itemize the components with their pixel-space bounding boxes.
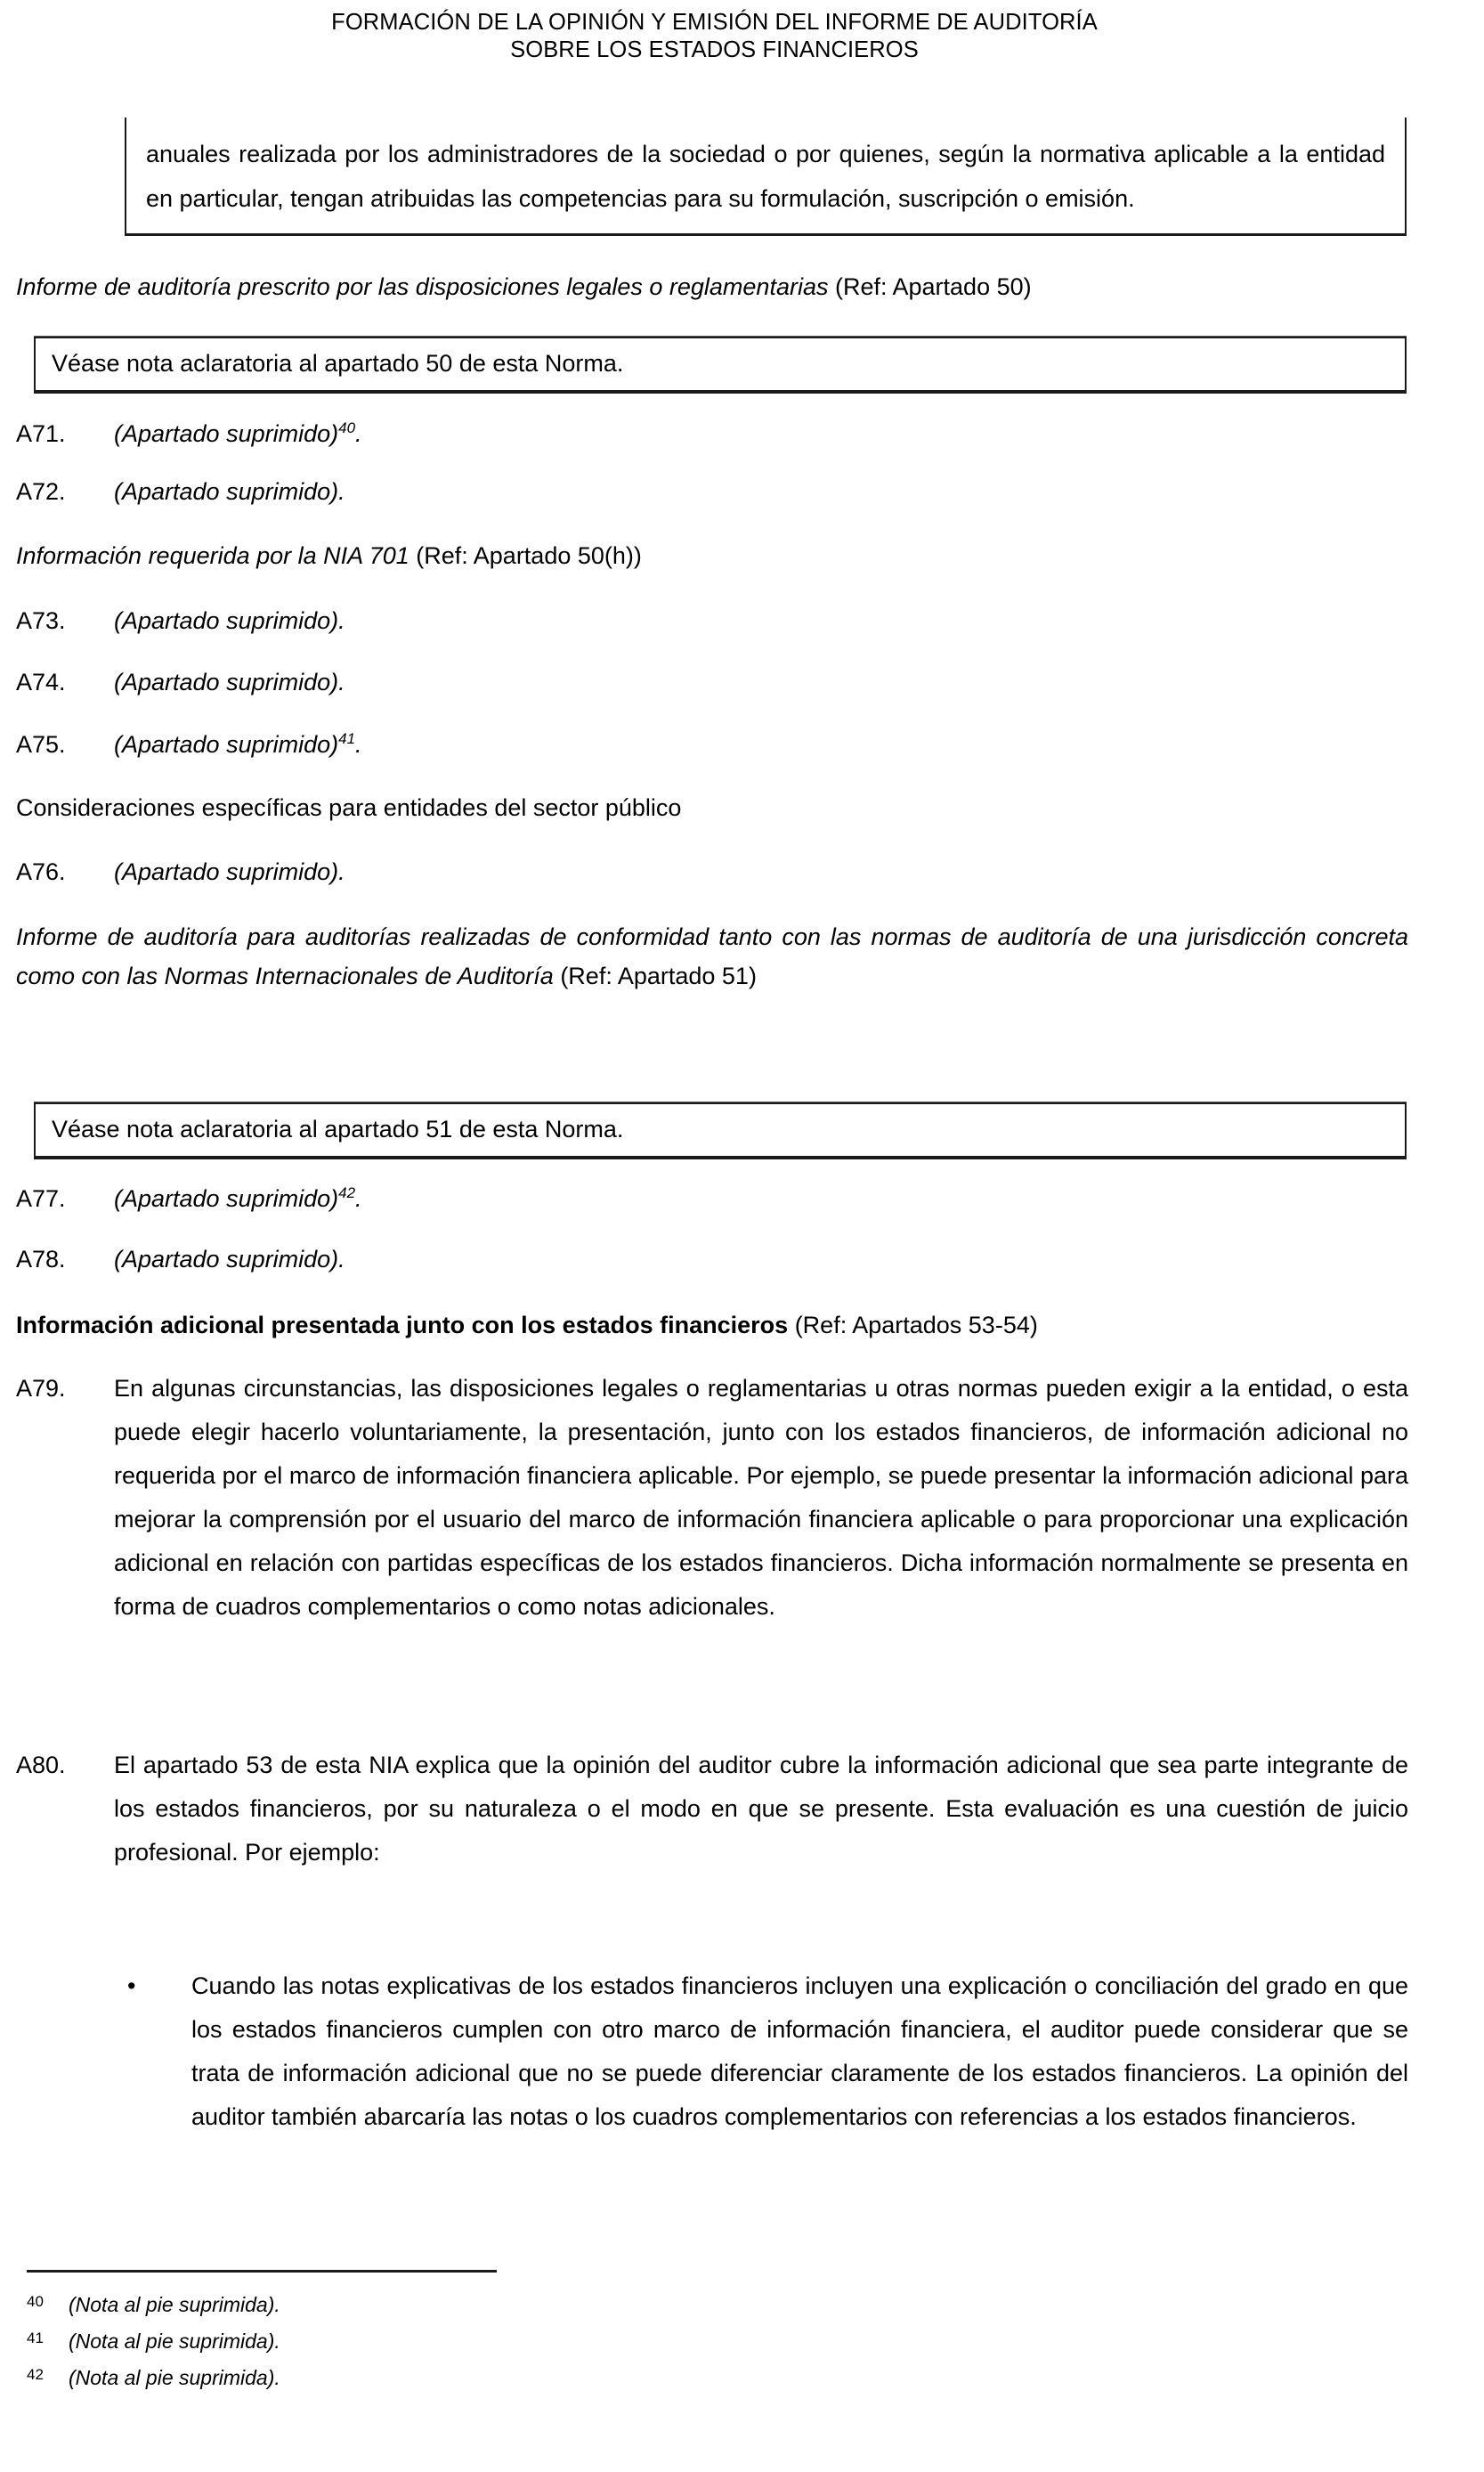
- heading-nia-701-italic: Información requerida por la NIA 701: [16, 542, 410, 569]
- paragraph-a73-label: A73.: [16, 607, 66, 634]
- footnotes-block: [27, 2287, 828, 2396]
- footnote-separator: [27, 2270, 497, 2273]
- paragraph-a75: [16, 723, 1408, 767]
- continued-quote-box: [125, 118, 1407, 236]
- footnote-42-text: (Nota al pie suprimida).: [69, 2366, 280, 2389]
- paragraph-a72: [16, 470, 1408, 514]
- paragraph-a71-label: A71.: [16, 420, 66, 447]
- footnote-ref-41: 41: [338, 730, 356, 747]
- heading-informe-prescrito-ref: (Ref: Apartado 50): [828, 273, 1032, 300]
- header-line-2: SOBRE LOS ESTADOS FINANCIEROS: [510, 37, 919, 62]
- heading-sector-publico: Consideraciones específicas para entidades del sector público: [16, 794, 682, 821]
- paragraph-a79: [16, 1367, 1408, 1629]
- heading-informacion-adicional-ref: (Ref: Apartados 53-54): [788, 1312, 1038, 1338]
- heading-informe-prescrito-italic: Informe de auditoría prescrito por las disposiciones legales o reglamentarias: [16, 273, 829, 300]
- paragraph-a74-label: A74.: [16, 669, 66, 695]
- heading-nia-701: [16, 536, 1408, 575]
- paragraph-a73: [16, 599, 1408, 643]
- paragraph-a76-label: A76.: [16, 858, 66, 885]
- footnote-42-number: 42: [27, 2366, 44, 2383]
- footnote-ref-42: 42: [338, 1184, 356, 1201]
- footnote-40-text: (Nota al pie suprimida).: [69, 2293, 280, 2316]
- paragraph-a80-text: El apartado 53 de esta NIA explica que la opinión del auditor cubre la información adicional que sea parte integrante de los estados financieros, por su naturaleza o el modo en que se presente. Esta evaluación es una cuestión de juicio profesional. Por ejemplo:: [114, 1752, 1408, 1866]
- paragraph-a75-text: (Apartado suprimido)$^{41}$.: [114, 730, 362, 758]
- heading-nia-701-ref: (Ref: Apartado 50(h)): [409, 542, 642, 569]
- paragraph-a78: [16, 1238, 1408, 1281]
- heading-informe-conformidad-italic: Informe de auditoría para auditorías realizadas de conformidad tanto con las normas de auditoría de una jurisdicción concreta como con las Normas Internacionales de Auditoría: [16, 923, 1408, 989]
- heading-informe-conformidad: [16, 917, 1408, 996]
- paragraph-a71: [16, 412, 1408, 456]
- note-box-51-text: Véase nota aclaratoria al apartado 51 de esta Norma.: [52, 1116, 624, 1142]
- footnote-40: [27, 2287, 828, 2323]
- paragraph-a80-label: A80.: [16, 1752, 66, 1778]
- footnote-41-text: (Nota al pie suprimida).: [69, 2330, 280, 2353]
- paragraph-a73-text: (Apartado suprimido).: [114, 607, 345, 634]
- header-line-1: FORMACIÓN DE LA OPINIÓN Y EMISIÓN DEL INFORME DE AUDITORÍA: [331, 10, 1098, 35]
- paragraph-a75-label: A75.: [16, 731, 66, 758]
- note-box-apartado-50: [34, 337, 1407, 392]
- paragraph-a77: [16, 1177, 1408, 1221]
- heading-informacion-adicional: [16, 1305, 1408, 1345]
- footnote-41: [27, 2323, 828, 2360]
- paragraph-a76-text: (Apartado suprimido).: [114, 858, 345, 885]
- heading-informe-prescrito: [16, 267, 1408, 306]
- paragraph-a79-text: En algunas circunstancias, las disposiciones legales o reglamentarias u otras normas pueden exigir a la entidad, o esta puede elegir hacerlo voluntariamente, la presentación, junto con los estados financieros, de información adicional no requerida por el marco de información financiera aplicable. Por ejemplo, se puede presentar la información adicional para mejorar la comprensión por el usuario del marco de información financiera aplicable o para proporcionar una explicación adicional en relación con partidas específicas de los estados financieros. Dicha información normalmente se presenta en forma de cuadros complementarios o como notas adicionales.: [114, 1375, 1408, 1620]
- paragraph-a79-label: A79.: [16, 1375, 66, 1402]
- footnote-40-number: 40: [27, 2293, 44, 2310]
- paragraph-a80: [16, 1744, 1408, 1874]
- list-item-bullet-1-text: Cuando las notas explicativas de los estados financieros incluyen una explicación o conciliación del grado en que los estados financieros cumplen con otro marco de información financiera, el auditor puede considerar que se trata de información adicional que no se puede diferenciar claramente de los estados financieros. La opinión del auditor también abarcaría las notas o los cuadros complementarios con referencias a los estados financieros.: [191, 1972, 1408, 2130]
- footnote-42: [27, 2360, 828, 2396]
- paragraph-a74-text: (Apartado suprimido).: [114, 669, 345, 695]
- paragraph-a72-label: A72.: [16, 478, 66, 505]
- paragraph-a78-label: A78.: [16, 1246, 66, 1273]
- bullet-marker-icon: •: [127, 1972, 136, 1999]
- paragraph-a72-text: (Apartado suprimido).: [114, 478, 345, 505]
- note-box-apartado-51: [34, 1102, 1407, 1158]
- heading-informe-conformidad-ref: (Ref: Apartado 51): [553, 963, 757, 989]
- running-header: [0, 9, 1429, 64]
- paragraph-a78-text: (Apartado suprimido).: [114, 1246, 345, 1273]
- list-item-bullet-1: [16, 1964, 1408, 2139]
- note-box-50-text: Véase nota aclaratoria al apartado 50 de esta Norma.: [52, 350, 624, 377]
- footnote-ref-40: 40: [338, 419, 356, 436]
- continued-quote-text: anuales realizada por los administradores de la sociedad o por quienes, según la normativa aplicable a la entidad en particular, tengan atribuidas las competencias para su formulación, suscripción o emisión.: [146, 141, 1385, 212]
- paragraph-a74: [16, 661, 1408, 704]
- footnote-41-number: 41: [27, 2330, 44, 2346]
- paragraph-a77-label: A77.: [16, 1185, 66, 1212]
- paragraph-a71-text: (Apartado suprimido)$^{40}$.: [114, 419, 362, 447]
- heading-informacion-adicional-bold: Información adicional presentada junto con los estados financieros: [16, 1312, 789, 1338]
- paragraph-a76: [16, 850, 1408, 894]
- paragraph-a77-text: (Apartado suprimido)$^{42}$.: [114, 1184, 362, 1212]
